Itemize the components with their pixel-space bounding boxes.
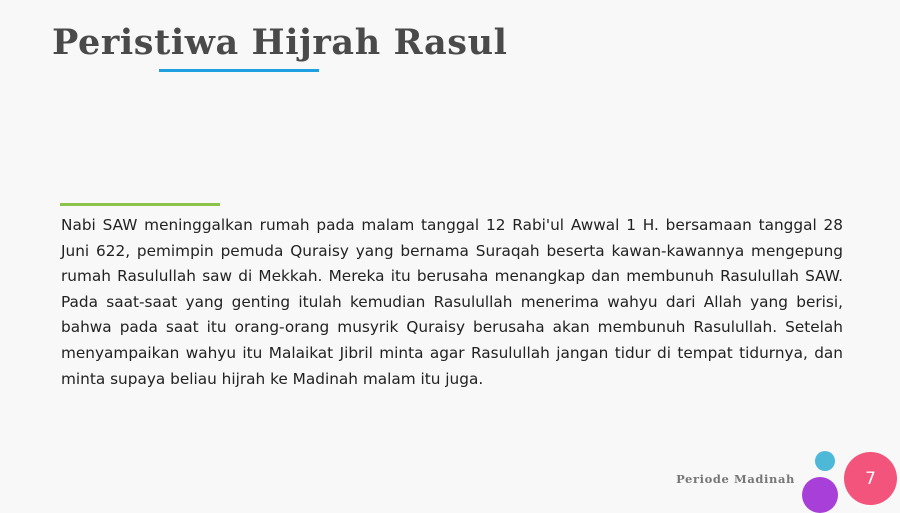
slide-title: Peristiwa Hijrah Rasul xyxy=(52,22,508,63)
decorative-dot-purple xyxy=(802,477,838,513)
title-underline xyxy=(159,69,319,72)
decorative-dot-teal xyxy=(815,451,835,471)
page-number: 7 xyxy=(865,468,876,489)
footer-section-label: Periode Madinah xyxy=(676,472,795,486)
body-paragraph: Nabi SAW meninggalkan rumah pada malam tanggal 12 Rabi'ul Awwal 1 H. bersamaan tanggal 28 Juni 622, pemimpin pemuda Quraisy yang bernama Suraqah beserta kawan-kawannya mengepung rumah Rasulullah saw di Mekkah. Mereka itu berusaha menangkap dan membunuh Rasulullah SAW. Pada saat-saat yang genting itulah kemudian Rasulullah menerima wahyu dari Allah yang berisi, bahwa pada saat itu orang-orang musyrik Quraisy berusaha akan membunuh Rasulullah. Setelah menyampaikan wahyu itu Malaikat Jibril minta agar Rasulullah jangan tidur di tempat tidurnya, dan minta supaya beliau hijrah ke Madinah malam itu juga. xyxy=(61,216,843,388)
page-number-badge xyxy=(844,452,897,505)
body-accent-line xyxy=(60,203,220,206)
